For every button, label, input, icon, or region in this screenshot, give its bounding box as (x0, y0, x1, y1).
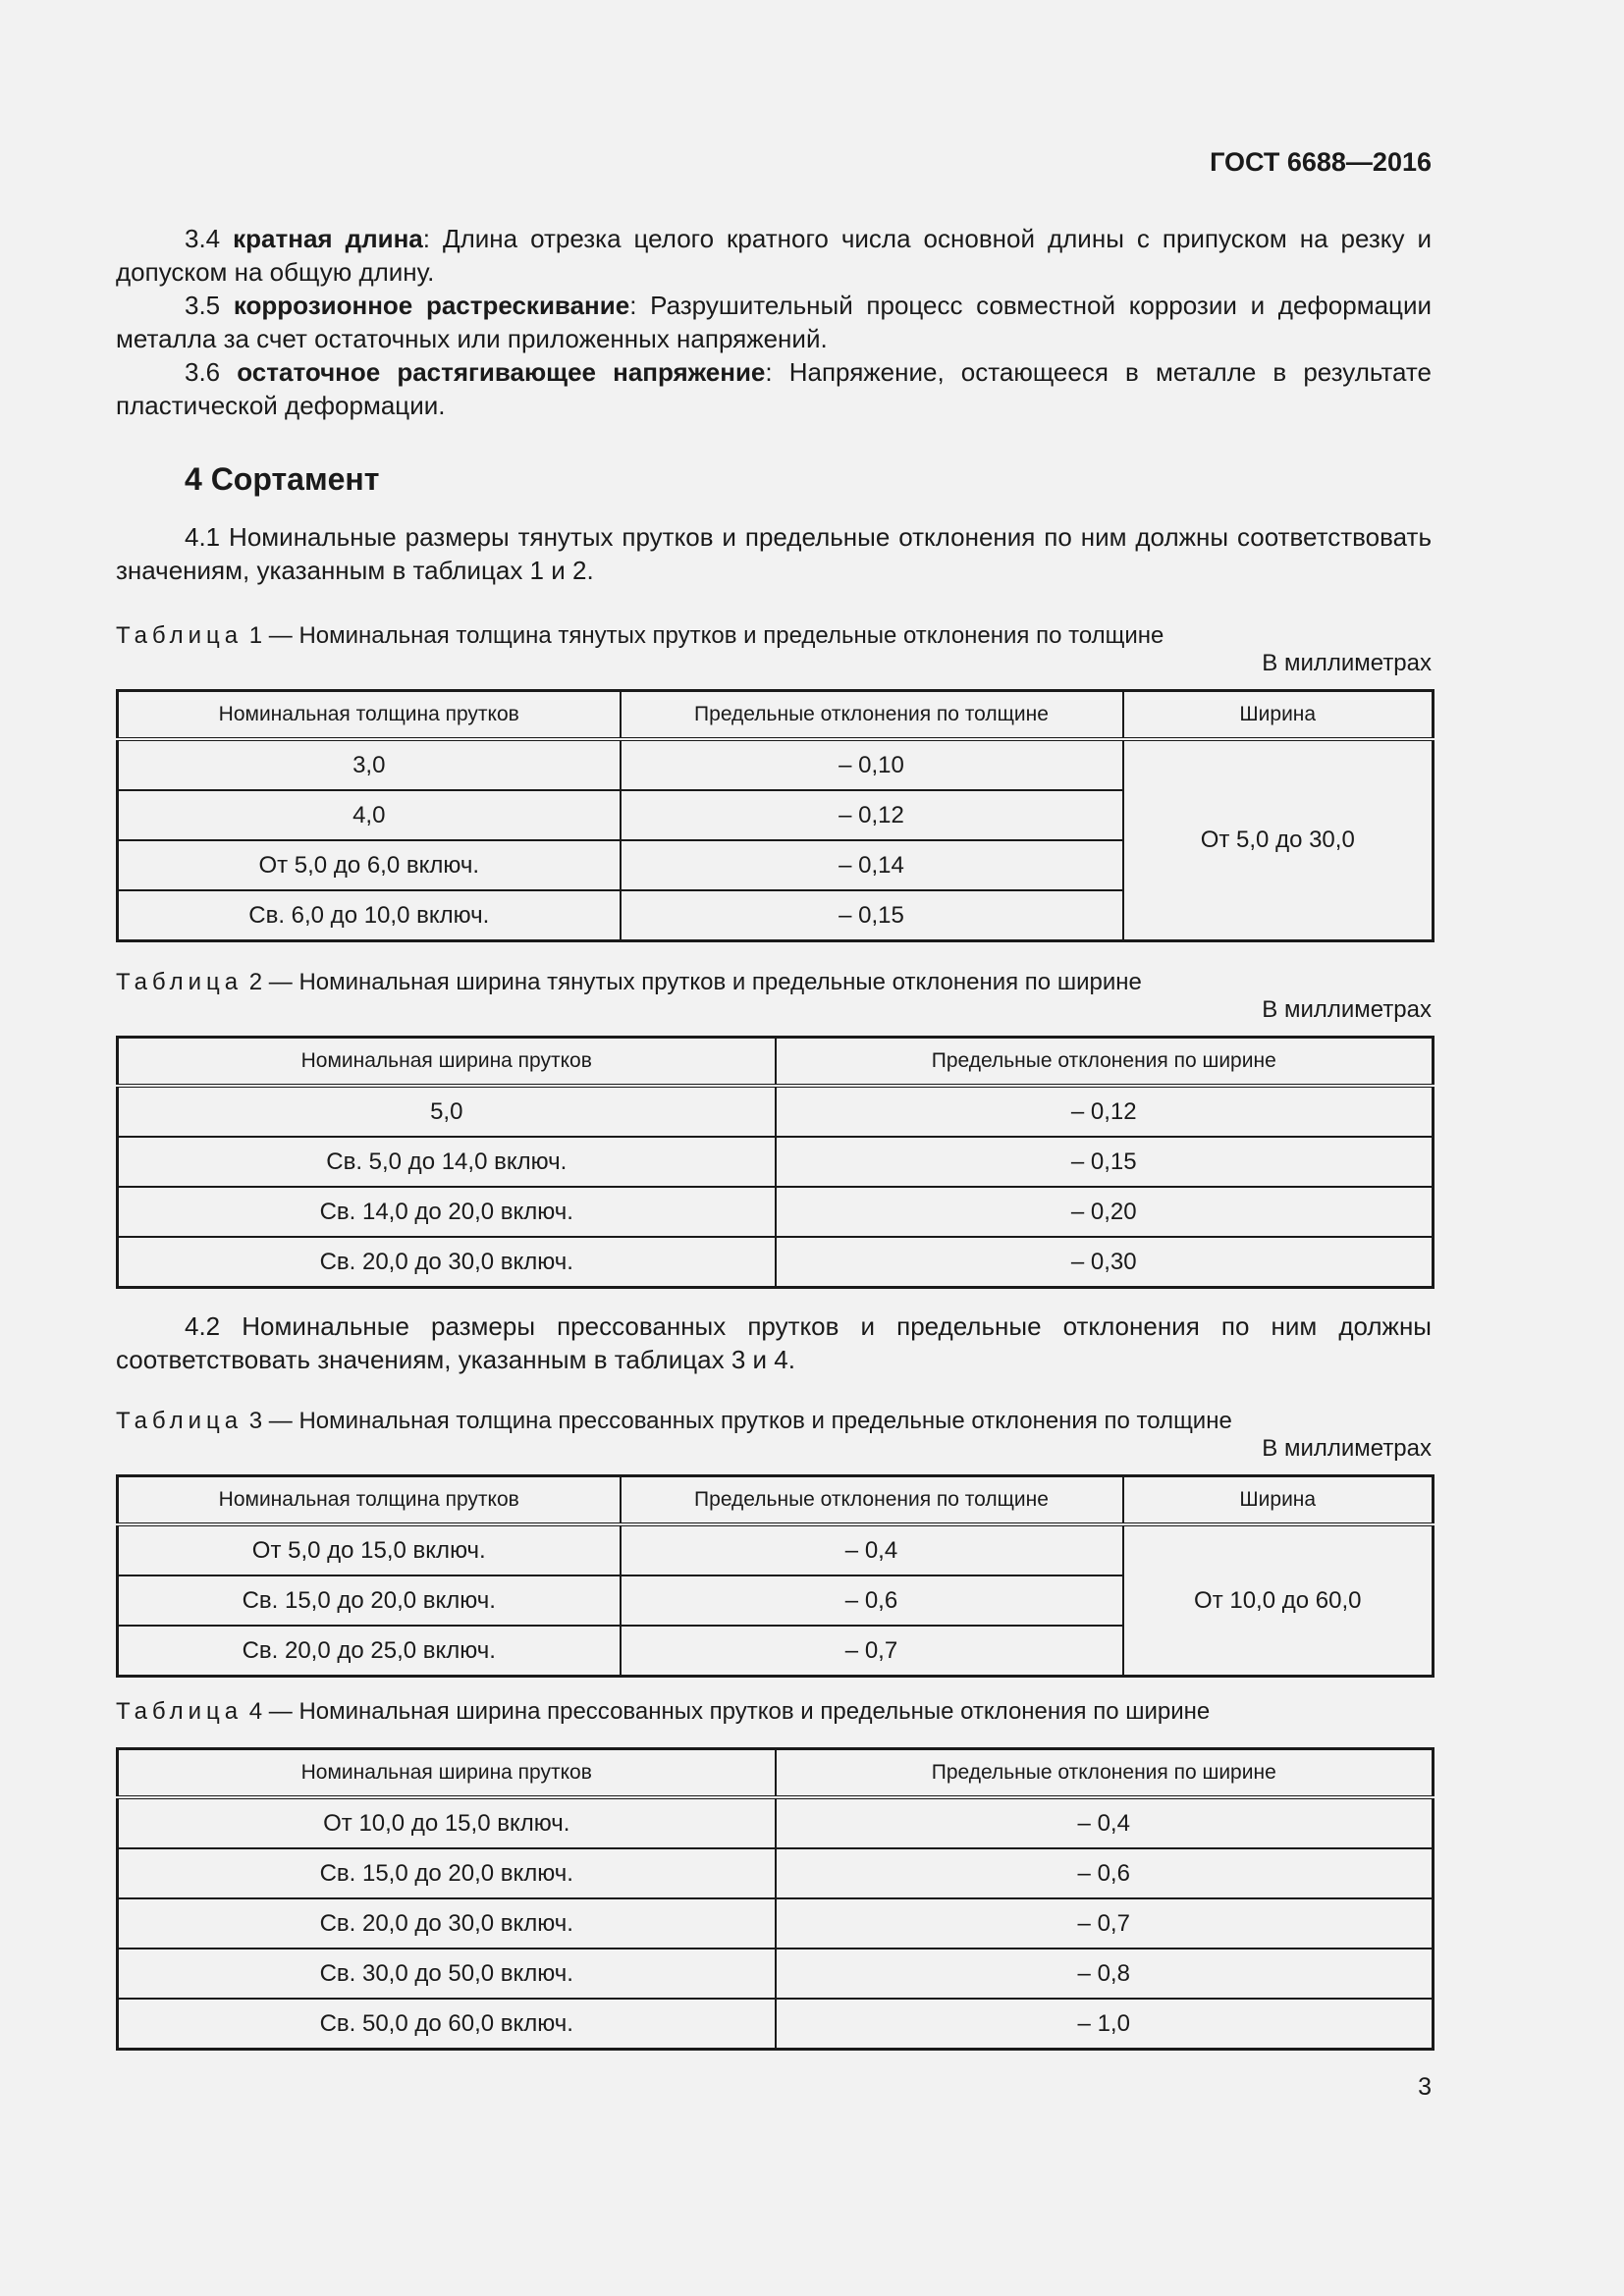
table-cell: – 0,7 (776, 1898, 1434, 1949)
terms-clauses (116, 222, 1432, 422)
table-row (118, 1999, 1434, 2050)
table-3-units: В миллиметрах (1262, 1435, 1432, 1462)
table-cell: 3,0 (118, 739, 621, 790)
table-cell: – 1,0 (776, 1999, 1434, 2050)
paragraph-4-2: 4.2 Номинальные размеры прессованных прутков и предельные отклонения по ним должны соответствовать значениям, указанным в таблицах 3 и 4. (116, 1311, 1432, 1374)
table-cell: – 0,12 (776, 1086, 1434, 1137)
table-cell: Св. 50,0 до 60,0 включ. (118, 1999, 776, 2050)
table-row (118, 1137, 1434, 1187)
table-row (118, 1898, 1434, 1949)
table-header-row (118, 1749, 1434, 1798)
document-id-header: ГОСТ 6688—2016 (1210, 147, 1432, 177)
table-cell: Св. 20,0 до 25,0 включ. (118, 1626, 621, 1677)
section-title: 4 Сортамент (185, 461, 380, 497)
table-cell: Св. 20,0 до 30,0 включ. (118, 1237, 776, 1288)
table-cell: Св. 30,0 до 50,0 включ. (118, 1949, 776, 1999)
table-cell: – 0,7 (621, 1626, 1123, 1677)
table-cell: – 0,14 (621, 840, 1123, 890)
table-row (118, 1187, 1434, 1237)
table-caption-text: 3 — Номинальная толщина прессованных прутков и предельные отклонения по толщине (243, 1408, 1232, 1434)
clause-3-5 (116, 289, 1432, 355)
table-cell: Св. 6,0 до 10,0 включ. (118, 890, 621, 941)
column-header: Номинальная толщина прутков (118, 691, 621, 740)
table-cell: – 0,8 (776, 1949, 1434, 1999)
table-cell: – 0,4 (776, 1797, 1434, 1848)
column-header: Номинальная ширина прутков (118, 1038, 776, 1087)
table-row (118, 1524, 1434, 1575)
table-cell: – 0,20 (776, 1187, 1434, 1237)
table-cell: – 0,12 (621, 790, 1123, 840)
table-label: Таблица (116, 622, 244, 649)
table-row (118, 1848, 1434, 1898)
clause-definition: : Длина отрезка целого кратного числа основной длины с припуском на резку и допуском на общую длину. (116, 224, 1432, 287)
table-row (118, 739, 1434, 790)
table-cell: – 0,10 (621, 739, 1123, 790)
table-header-row (118, 691, 1434, 740)
table-2-caption (116, 969, 1432, 996)
column-header: Предельные отклонения по толщине (621, 691, 1123, 740)
table-row (118, 1086, 1434, 1137)
table-caption-text: 1 — Номинальная толщина тянутых прутков и предельные отклонения по толщине (243, 622, 1164, 649)
table-2-units: В миллиметрах (1262, 996, 1432, 1023)
table-cell: Св. 20,0 до 30,0 включ. (118, 1898, 776, 1949)
table-2 (116, 1036, 1435, 1289)
table-cell: Св. 14,0 до 20,0 включ. (118, 1187, 776, 1237)
table-header-row (118, 1038, 1434, 1087)
column-header: Ширина (1123, 691, 1434, 740)
paragraph-4-1-block (116, 520, 1432, 587)
table-1-block (116, 622, 1432, 942)
table-cell: – 0,4 (621, 1524, 1123, 1575)
table-1-caption (116, 622, 1432, 650)
clause-term: остаточное растягивающее напряжение (237, 357, 766, 387)
page-number: 3 (1418, 2073, 1432, 2101)
table-row (118, 1949, 1434, 1999)
clause-number: 3.5 (185, 291, 221, 320)
table-2-block (116, 969, 1432, 1289)
table-label: Таблица (116, 1698, 244, 1725)
table-cell: Св. 15,0 до 20,0 включ. (118, 1848, 776, 1898)
clause-term: коррозионное растрескивание (233, 291, 630, 320)
clause-3-4 (116, 222, 1432, 289)
table-4-caption (116, 1698, 1432, 1726)
paragraph-4-1: 4.1 Номинальные размеры тянутых прутков и предельные отклонения по ним должны соответствовать значениям, указанным в таблицах 1 и 2. (116, 522, 1432, 585)
column-header: Ширина (1123, 1476, 1434, 1525)
paragraph-4-2-block (116, 1309, 1432, 1376)
table-1 (116, 689, 1435, 942)
table-row (118, 1797, 1434, 1848)
table-3-block (116, 1408, 1432, 1678)
table-cell: – 0,6 (621, 1575, 1123, 1626)
table-cell: От 5,0 до 6,0 включ. (118, 840, 621, 890)
table-cell: 4,0 (118, 790, 621, 840)
table-cell: – 0,15 (776, 1137, 1434, 1187)
table-cell: – 0,15 (621, 890, 1123, 941)
table-4 (116, 1747, 1435, 2051)
clause-number: 3.6 (185, 357, 221, 387)
table-cell: – 0,6 (776, 1848, 1434, 1898)
table-row (118, 1237, 1434, 1288)
clause-definition: : Разрушительный процесс совместной коррозии и деформации металла за счет остаточных или приложенных напряжений. (116, 291, 1432, 353)
table-caption-text: 4 — Номинальная ширина прессованных прутков и предельные отклонения по ширине (243, 1698, 1211, 1725)
column-header: Предельные отклонения по толщине (621, 1476, 1123, 1525)
width-cell: От 10,0 до 60,0 (1123, 1524, 1434, 1677)
table-cell: Св. 5,0 до 14,0 включ. (118, 1137, 776, 1187)
width-cell: От 5,0 до 30,0 (1123, 739, 1434, 941)
table-label: Таблица (116, 1408, 244, 1434)
table-caption-text: 2 — Номинальная ширина тянутых прутков и предельные отклонения по ширине (243, 969, 1142, 995)
table-1-units: В миллиметрах (1262, 650, 1432, 676)
table-3-caption (116, 1408, 1432, 1435)
table-header-row (118, 1476, 1434, 1525)
clause-3-6 (116, 355, 1432, 422)
table-cell: Св. 15,0 до 20,0 включ. (118, 1575, 621, 1626)
table-3 (116, 1474, 1435, 1678)
table-cell: От 5,0 до 15,0 включ. (118, 1524, 621, 1575)
table-label: Таблица (116, 969, 244, 995)
clause-term: кратная длина (233, 224, 423, 253)
column-header: Номинальная ширина прутков (118, 1749, 776, 1798)
column-header: Номинальная толщина прутков (118, 1476, 621, 1525)
clause-number: 3.4 (185, 224, 221, 253)
table-cell: – 0,30 (776, 1237, 1434, 1288)
clause-definition: : Напряжение, остающееся в металле в результате пластической деформации. (116, 357, 1432, 420)
column-header: Предельные отклонения по ширине (776, 1038, 1434, 1087)
table-cell: 5,0 (118, 1086, 776, 1137)
column-header: Предельные отклонения по ширине (776, 1749, 1434, 1798)
table-cell: От 10,0 до 15,0 включ. (118, 1797, 776, 1848)
table-4-block (116, 1698, 1432, 2051)
